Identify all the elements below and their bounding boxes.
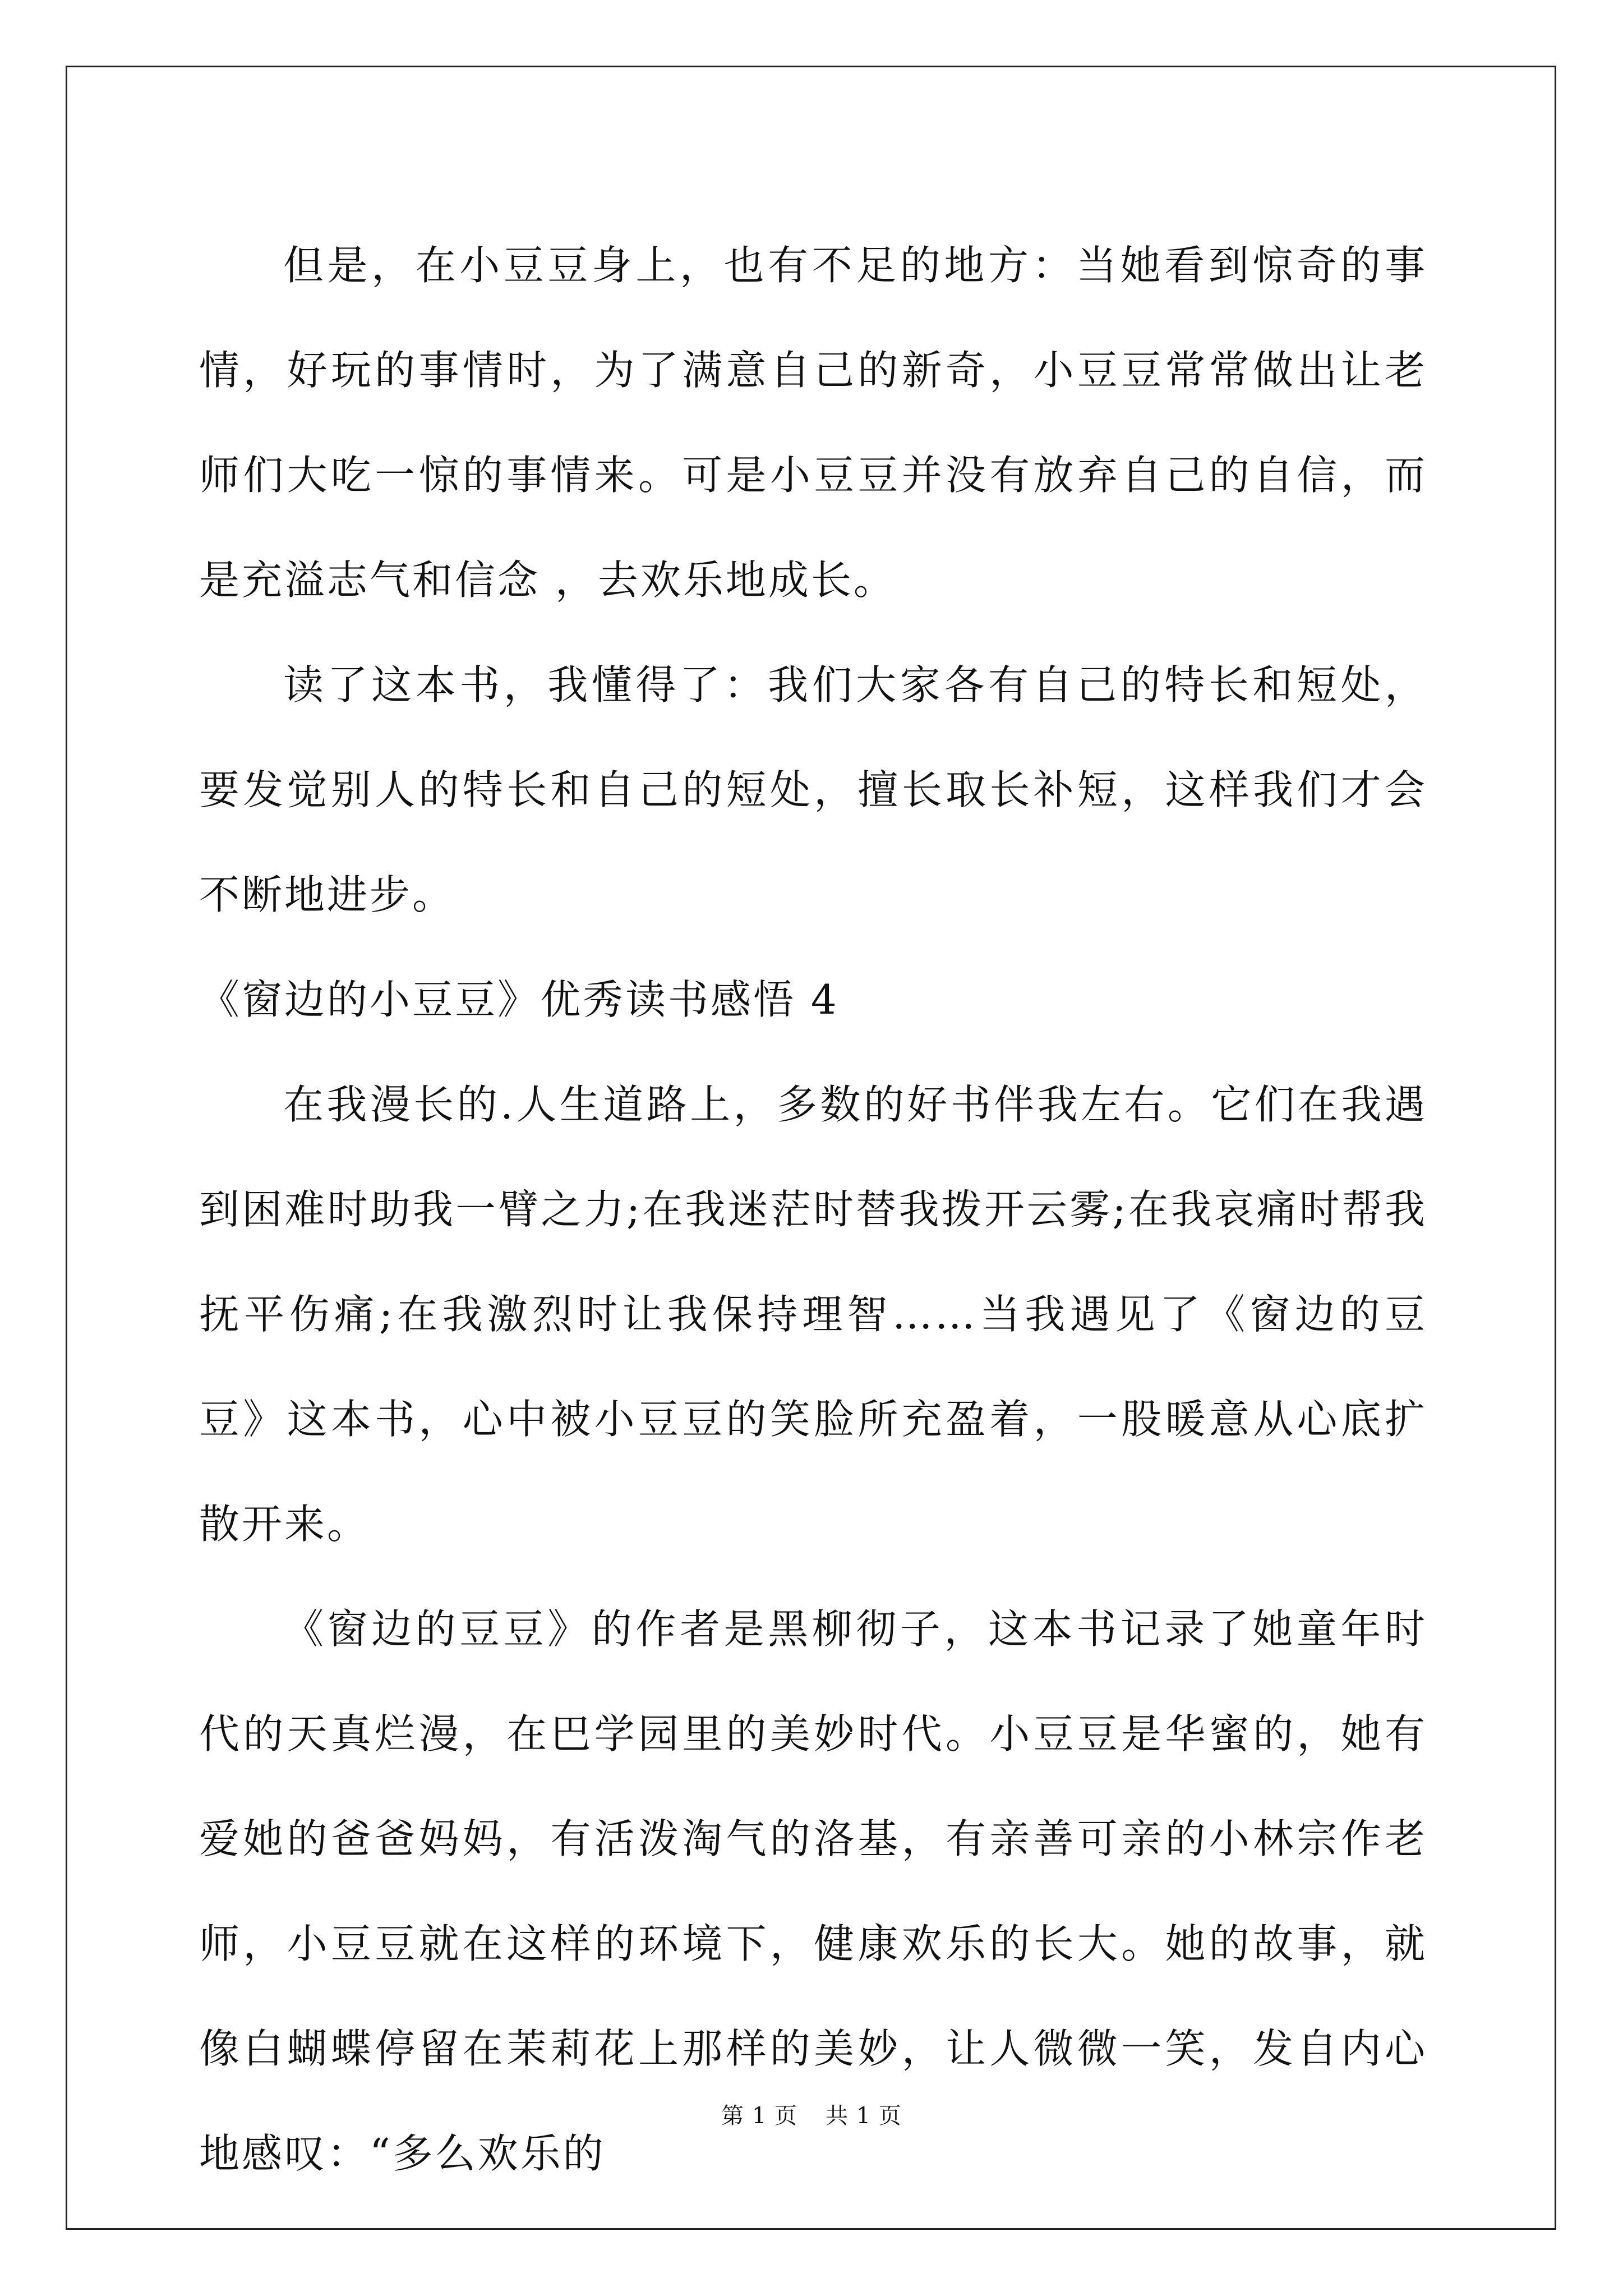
paragraph: 《窗边的豆豆》的作者是黑柳彻子，这本书记录了她童年时代的天真烂漫，在巴学园里的美妙时代。小豆豆是华蜜的，她有爱她的爸爸妈妈，有活泼淘气的洛基，有亲善可亲的小林宗作老师，小豆豆就在这样的环境下，健康欢乐的长大。她的故事，就像白蝴蝶停留在茉莉花上那样的美妙，让人微微一笑，发自内心地感叹：“多么欢乐的: [199, 1605, 1427, 2177]
paragraph: 但是，在小豆豆身上，也有不足的地方：当她看到惊奇的事情，好玩的事情时，为了满意自己的新奇，小豆豆常常做出让老师们大吃一惊的事情来。可是小豆豆并没有放弃自己的自信，而是充溢志气和信念 ，去欢乐地成长。: [199, 242, 1427, 604]
page-number: 第 1 页: [721, 2103, 797, 2129]
paragraph: 读了这本书，我懂得了：我们大家各有自己的特长和短处，要发觉别人的特长和自己的短处，擅长取长补短，这样我们才会不断地进步。: [199, 661, 1427, 918]
page-total: 共 1 页: [826, 2103, 902, 2129]
page-footer: [0, 2098, 1623, 2130]
paragraph: 在我漫长的.人生道路上，多数的好书伴我左右。它们在我遇到困难时助我一臂之力;在我迷茫时替我拨开云雾;在我哀痛时帮我抚平伤痛;在我激烈时让我保持理智……当我遇见了《窗边的豆豆》这本书，心中被小豆豆的笑脸所充盈着，一股暖意从心底扩散开来。: [199, 1081, 1427, 1548]
document-body: [199, 213, 1427, 2206]
section-heading: 《窗边的小豆豆》优秀读书感悟 4: [199, 976, 839, 1023]
